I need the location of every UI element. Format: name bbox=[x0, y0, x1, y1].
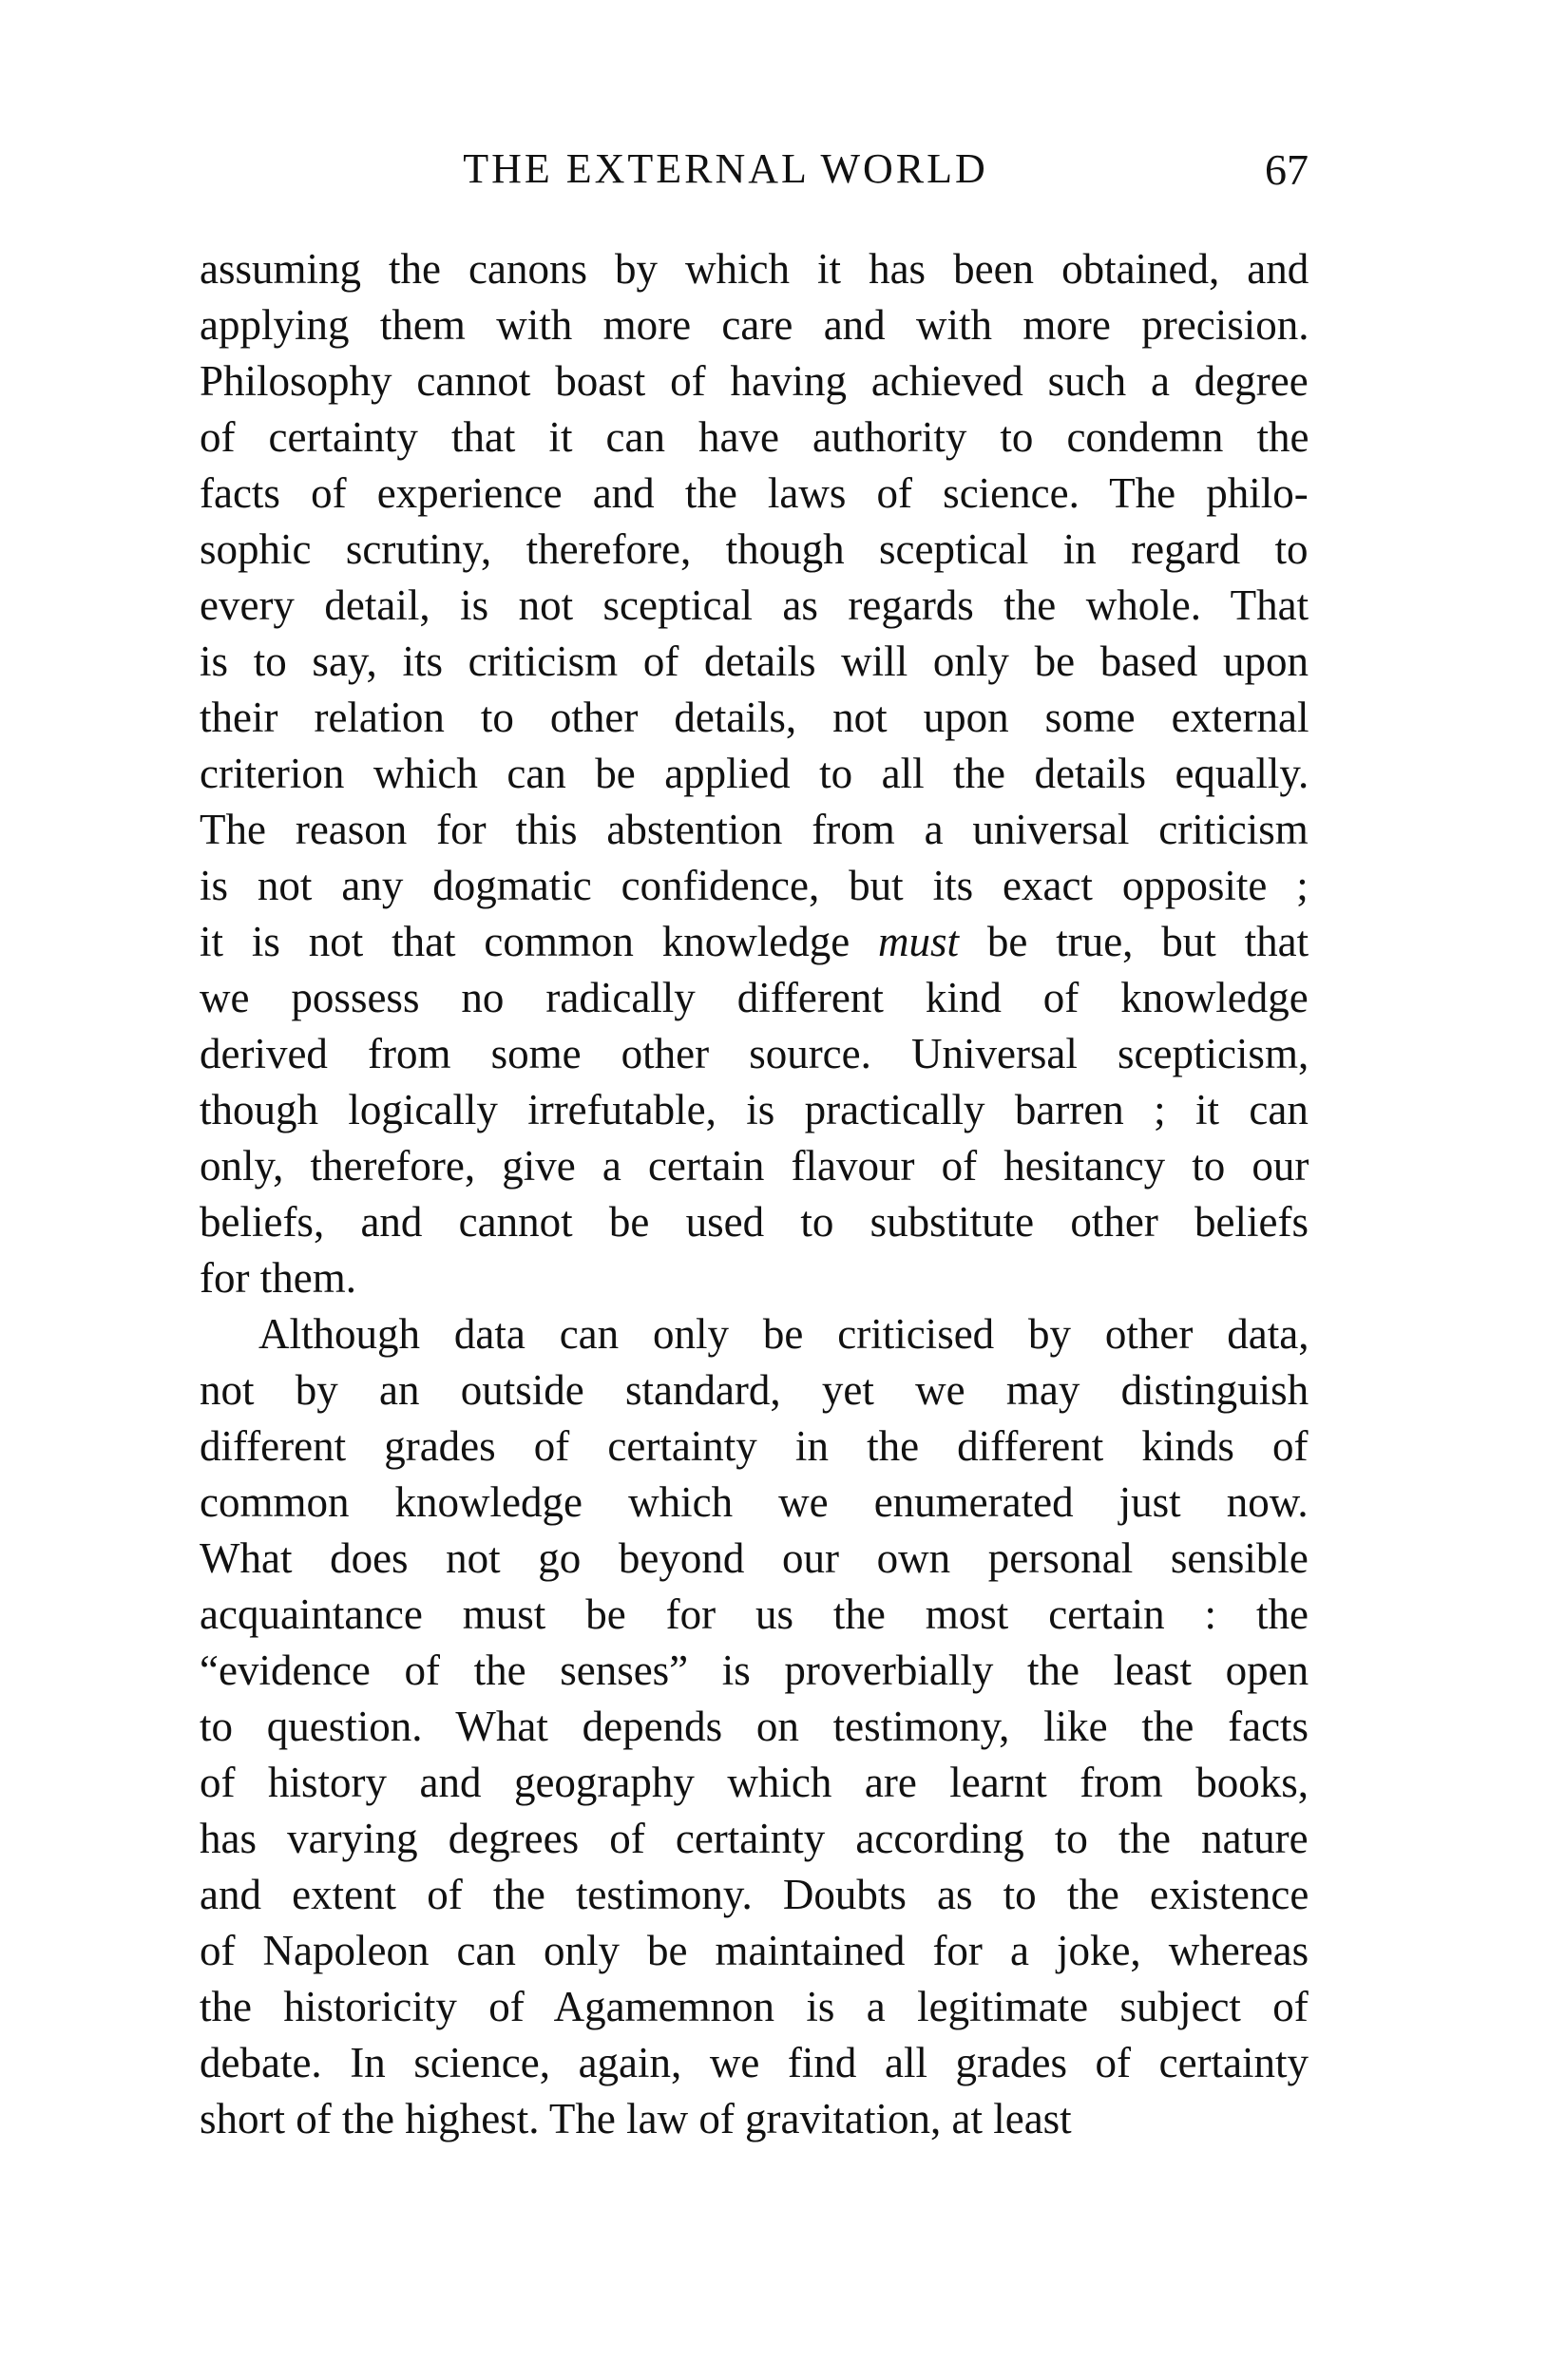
text-line: Philosophy cannot boast of having achieved such a degree bbox=[200, 357, 1309, 405]
text-line: for them. bbox=[200, 1254, 356, 1302]
running-title: THE EXTERNAL WORLD bbox=[463, 145, 988, 192]
text-line: beliefs, and cannot be used to substitute other beliefs bbox=[200, 1198, 1309, 1246]
paragraph bbox=[200, 241, 1309, 1306]
paragraph bbox=[200, 1306, 1309, 2147]
text-line: of Napoleon can only be maintained for a joke, whereas bbox=[200, 1927, 1309, 1974]
text-line: every detail, is not sceptical as regards the whole. That bbox=[200, 581, 1309, 629]
text-line: of certainty that it can have authority to condemn the bbox=[200, 413, 1309, 461]
text-line: facts of experience and the laws of science. The philo- bbox=[200, 469, 1309, 517]
text-line: only, therefore, give a certain flavour of hesitancy to our bbox=[200, 1142, 1309, 1190]
running-head bbox=[200, 144, 1309, 201]
text-line: Although data can only be criticised by other data, bbox=[258, 1310, 1309, 1358]
text-line: sophic scrutiny, therefore, though sceptical in regard to bbox=[200, 525, 1309, 573]
text-line: “evidence of the senses” is proverbially the least open bbox=[200, 1647, 1309, 1694]
text-line: is not any dogmatic confidence, but its exact opposite ; bbox=[200, 862, 1309, 909]
text-line: their relation to other details, not upon some external bbox=[200, 694, 1309, 741]
text-line: debate. In science, again, we find all grades of certainty bbox=[200, 2039, 1309, 2086]
text-line: acquaintance must be for us the most certain : the bbox=[200, 1590, 1309, 1638]
body-text bbox=[200, 241, 1309, 2147]
text-line: The reason for this abstention from a universal criticism bbox=[200, 806, 1309, 853]
text-line: What does not go beyond our own personal sensible bbox=[200, 1534, 1309, 1582]
text-line: we possess no radically different kind of knowledge bbox=[200, 974, 1309, 1021]
text-line: not by an outside standard, yet we may distinguish bbox=[200, 1366, 1309, 1414]
italic-emphasis: must bbox=[878, 918, 960, 965]
text-line: the historicity of Agamemnon is a legitimate subject of bbox=[200, 1983, 1309, 2030]
text-line: has varying degrees of certainty according to the nature bbox=[200, 1815, 1309, 1862]
text-line: criterion which can be applied to all the details equally. bbox=[200, 750, 1309, 797]
text-line: it is not that common knowledge must be true, but that bbox=[200, 918, 1309, 965]
text-line: common knowledge which we enumerated just now. bbox=[200, 1478, 1309, 1526]
text-line: though logically irrefutable, is practically barren ; it can bbox=[200, 1086, 1309, 1133]
text-line: different grades of certainty in the different kinds of bbox=[200, 1422, 1309, 1470]
text-line: of history and geography which are learnt from books, bbox=[200, 1759, 1309, 1806]
text-line: derived from some other source. Universal scepticism, bbox=[200, 1030, 1309, 1077]
text-line: to question. What depends on testimony, like the facts bbox=[200, 1703, 1309, 1750]
text-line: applying them with more care and with more precision. bbox=[200, 301, 1309, 349]
text-line: assuming the canons by which it has been obtained, and bbox=[200, 245, 1309, 293]
text-line: and extent of the testimony. Doubts as to the existence bbox=[200, 1871, 1309, 1918]
page-number: 67 bbox=[1265, 145, 1309, 194]
text-line: short of the highest. The law of gravitation, at least bbox=[200, 2095, 1072, 2142]
text-line: is to say, its criticism of details will only be based upon bbox=[200, 638, 1309, 685]
